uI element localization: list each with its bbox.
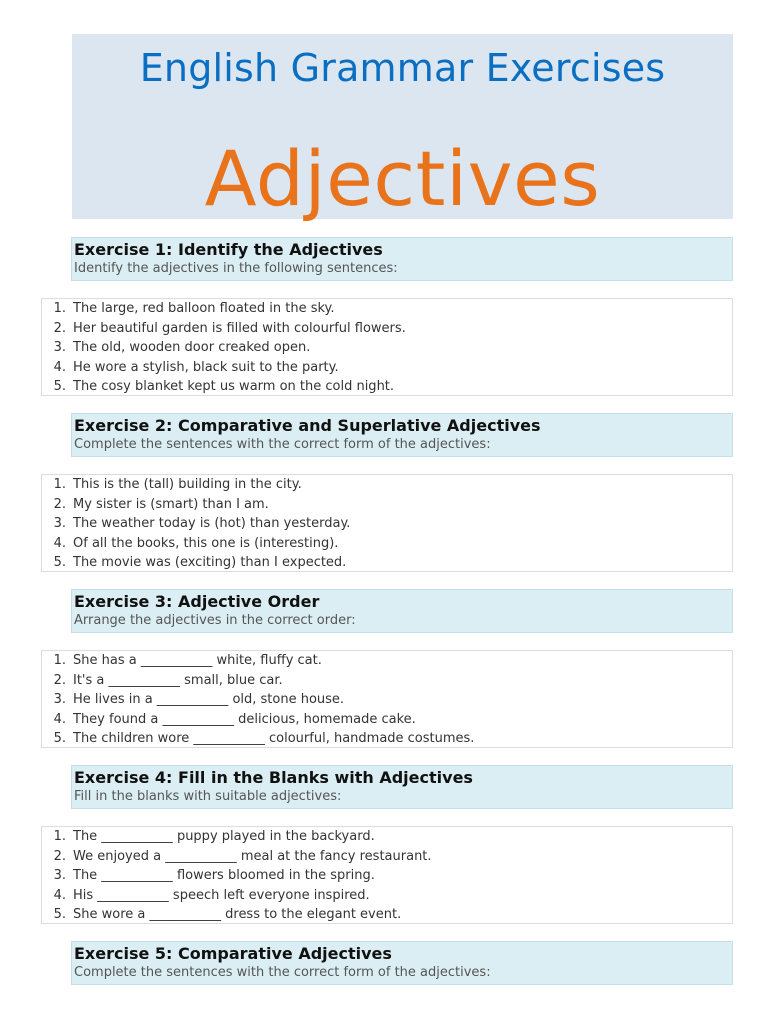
item-text: She has a ___________ white, fluffy cat. [73,653,322,668]
exercise-instruction: Identify the adjectives in the following sentences: [74,261,398,276]
item-number: 5. [53,731,66,746]
item-number: 4. [53,535,66,551]
item-text: We enjoyed a ___________ meal at the fancy restaurant. [73,848,432,864]
exercise-title: Exercise 3: Adjective Order [74,592,320,611]
item-number: 2. [53,848,66,864]
list-item [42,495,732,515]
item-number: 3. [53,516,66,531]
item-number: 1. [53,477,66,492]
exercise-title: Exercise 1: Identify the Adjectives [74,240,383,259]
exercise-title: Exercise 5: Comparative Adjectives [74,944,392,963]
list-item [42,299,732,319]
title-banner [72,34,733,223]
exercise-instruction: Complete the sentences with the correct form of the adjectives: [74,437,491,452]
exercise-4-header [71,765,733,809]
item-text: The weather today is (hot) than yesterday. [73,516,351,531]
item-text: My sister is (smart) than I am. [73,496,269,512]
list-item [42,358,732,378]
list-item [42,671,732,691]
list-item [42,475,732,495]
item-text: The children wore ___________ colourful, handmade costumes. [73,731,475,746]
item-number: 1. [53,829,66,844]
exercise-2-list [41,474,733,572]
item-number: 5. [53,379,66,394]
list-item [42,827,732,847]
page-subtitle: English Grammar Exercises [139,46,666,90]
item-number: 5. [53,907,66,922]
item-number: 5. [53,555,66,570]
item-text: Her beautiful garden is filled with colourful flowers. [73,320,406,336]
item-text: The ___________ flowers bloomed in the spring. [73,868,375,883]
item-number: 2. [53,320,66,336]
list-item [42,319,732,339]
list-item [42,710,732,730]
item-number: 3. [53,340,66,355]
item-number: 4. [53,887,66,903]
item-number: 1. [53,653,66,668]
item-number: 1. [53,301,66,316]
exercise-4-list [41,826,733,924]
exercise-1-header [71,237,733,281]
item-text: His ___________ speech left everyone inspired. [73,887,370,903]
list-item [42,729,732,749]
item-text: It's a ___________ small, blue car. [73,672,283,688]
list-item [42,651,732,671]
page-title: Adjectives [204,134,601,223]
item-number: 3. [53,868,66,883]
exercise-1-list [41,298,733,396]
exercise-title: Exercise 2: Comparative and Superlative Adjectives [74,416,541,435]
item-text: The old, wooden door creaked open. [73,340,311,355]
item-text: She wore a ___________ dress to the elegant event. [73,907,402,922]
list-item [42,886,732,906]
item-text: The large, red balloon floated in the sky. [73,301,335,316]
item-number: 2. [53,672,66,688]
exercise-5-header [71,941,733,985]
exercise-instruction: Fill in the blanks with suitable adjectives: [74,789,342,804]
item-text: The movie was (exciting) than I expected. [73,555,347,570]
item-text: He lives in a ___________ old, stone house. [73,692,345,707]
item-text: The ___________ puppy played in the backyard. [73,829,375,844]
list-item [42,866,732,886]
list-item [42,905,732,925]
list-item [42,377,732,397]
item-number: 2. [53,496,66,512]
item-number: 4. [53,711,66,727]
exercise-instruction: Arrange the adjectives in the correct order: [74,613,356,628]
item-text: He wore a stylish, black suit to the party. [73,359,339,375]
list-item [42,690,732,710]
list-item [42,514,732,534]
list-item [42,338,732,358]
item-text: The cosy blanket kept us warm on the cold night. [73,379,395,394]
item-text: Of all the books, this one is (interesting). [73,535,339,551]
item-text: They found a ___________ delicious, homemade cake. [73,711,416,727]
exercise-3-header [71,589,733,633]
exercise-3-list [41,650,733,748]
exercise-2-header [71,413,733,457]
exercise-title: Exercise 4: Fill in the Blanks with Adjectives [74,768,473,787]
list-item [42,847,732,867]
exercise-instruction: Complete the sentences with the correct form of the adjectives: [74,965,491,980]
item-number: 3. [53,692,66,707]
list-item [42,534,732,554]
list-item [42,553,732,573]
item-text: This is the (tall) building in the city. [73,477,302,492]
item-number: 4. [53,359,66,375]
